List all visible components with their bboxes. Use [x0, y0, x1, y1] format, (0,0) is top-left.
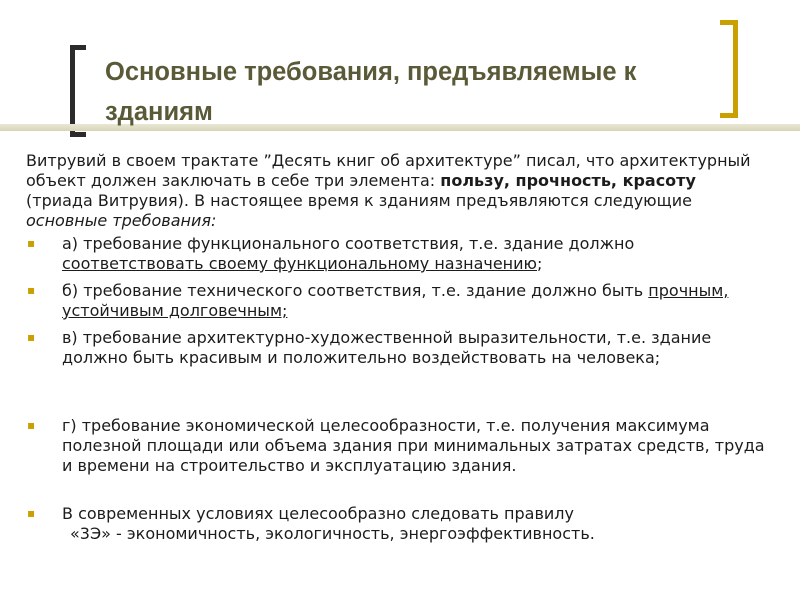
intro-text-1: Витрувий в своем трактате ”Десять книг об архитектуре” писал, что архитектурный объект должен заключать в себе три элемента:	[26, 151, 751, 190]
intro-text-2: (триада Витрувия). В настоящее время к зданиям предъявляются следующие	[26, 191, 692, 210]
modern-rule-item	[26, 504, 766, 544]
requirement-item-a	[26, 234, 766, 274]
requirement-item-v	[26, 328, 766, 368]
slide-title: Основные требования, предъявляемые к зданиям	[105, 58, 637, 126]
item-text: г) требование экономической целесообразности, т.е. получения максимума полезной площади или объема здания при минимальных затратах средств, труда и времени на строительство и эксплуатацию здания.	[62, 416, 765, 475]
item-underlined: соответствовать своему функциональному назначению	[62, 254, 537, 273]
bullet-icon: ▪	[27, 330, 36, 344]
vitruvius-triad: пользу, прочность, красоту	[440, 171, 696, 190]
item-text: б) требование технического соответствия, т.е. здание должно быть	[62, 281, 649, 300]
requirements-label: основные требования:	[26, 211, 217, 230]
bullet-icon: ▪	[27, 236, 36, 250]
item-underlined: прочным, устойчивым долговечным;	[62, 281, 729, 320]
item-text: а) требование функционального соответствия, т.е. здание должно	[62, 234, 635, 253]
requirement-item-b	[26, 281, 766, 321]
requirement-item-g	[26, 416, 766, 476]
bullet-icon: ▪	[27, 283, 36, 297]
slide-body	[26, 151, 766, 544]
bullet-icon: ▪	[27, 418, 36, 432]
intro-paragraph	[26, 151, 766, 231]
right-bracket-decoration	[720, 20, 738, 118]
rule-line-1: В современных условиях целесообразно следовать правилу	[62, 504, 574, 523]
item-text: в) требование архитектурно-художественной выразительности, т.е. здание должно быть красивым и положительно воздействовать на человека;	[62, 328, 712, 367]
item-tail: ;	[537, 254, 543, 273]
bullet-icon: ▪	[27, 506, 36, 520]
rule-line-2: «3Э» - экономичность, экологичность, энергоэффективность.	[70, 524, 595, 543]
